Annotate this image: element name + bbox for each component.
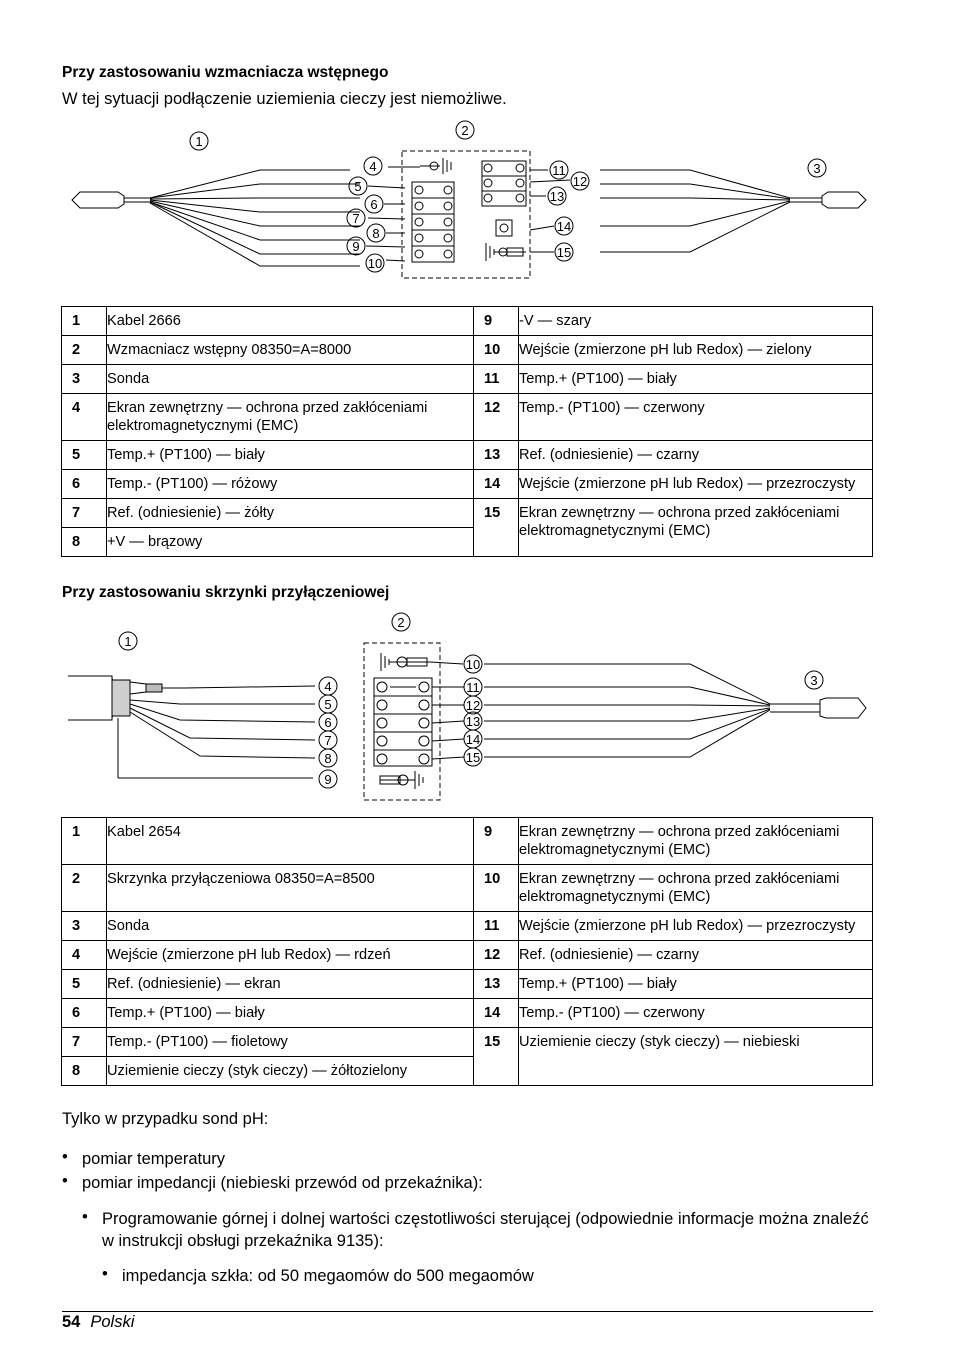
list-item-text: pomiar impedancji (niebieski przewód od przekaźnika): xyxy=(82,1174,483,1192)
callout-3: 3 xyxy=(810,673,818,688)
table-row xyxy=(62,999,873,1028)
section1-intro: W tej sytuacji podłączenie uziemienia cieczy jest niemożliwe. xyxy=(62,90,507,108)
bullet-icon: • xyxy=(82,1208,88,1226)
table-row xyxy=(62,307,873,336)
table-row xyxy=(62,470,873,499)
bullet-icon: • xyxy=(62,1148,68,1166)
legend-text: Ref. (odniesienie) — czarny xyxy=(519,941,873,970)
legend-text: Wejście (zmierzone pH lub Redox) — rdzeń xyxy=(107,941,474,970)
legend-number: 5 xyxy=(62,970,107,999)
preamplifier-wiring-diagram xyxy=(0,118,954,288)
legend-number: 6 xyxy=(62,470,107,499)
legend-number: 10 xyxy=(474,865,519,912)
callout-12: 12 xyxy=(465,698,481,713)
callout-14: 14 xyxy=(465,732,481,747)
callout-11: 11 xyxy=(552,163,566,178)
legend-text: Ref. (odniesienie) — czarny xyxy=(519,441,873,470)
callout-3: 3 xyxy=(813,161,821,176)
legend-text: Ekran zewnętrzny — ochrona przed zakłóceniami elektromagnetycznymi (EMC) xyxy=(519,865,873,912)
legend-number: 11 xyxy=(474,912,519,941)
legend-text: Skrzynka przyłączeniowa 08350=A=8500 xyxy=(107,865,474,912)
table-row xyxy=(62,865,873,912)
page-number: 54 xyxy=(62,1313,81,1331)
callout-12: 12 xyxy=(572,174,588,189)
table-row xyxy=(62,365,873,394)
callout-7: 7 xyxy=(324,733,332,748)
legend-number: 2 xyxy=(62,336,107,365)
callout-5: 5 xyxy=(324,697,332,712)
callout-1: 1 xyxy=(124,634,132,649)
legend-text: Ref. (odniesienie) — ekran xyxy=(107,970,474,999)
legend-number: 10 xyxy=(474,336,519,365)
callout-13: 13 xyxy=(465,714,481,729)
callout-6: 6 xyxy=(370,197,378,212)
table-row xyxy=(62,336,873,365)
legend-text: Ekran zewnętrzny — ochrona przed zakłóceniami elektromagnetycznymi (EMC) xyxy=(519,499,873,557)
legend-number: 3 xyxy=(62,365,107,394)
legend-number: 8 xyxy=(62,528,107,557)
legend-number: 15 xyxy=(474,1028,519,1086)
list-item-text: Programowanie górnej i dolnej wartości częstotliwości sterującej (odpowiednie informacje można znaleźć w instrukcji obsługi przekaźnika 9135): xyxy=(102,1210,869,1250)
table-row xyxy=(62,970,873,999)
bullet-icon: • xyxy=(102,1265,108,1283)
callout-2: 2 xyxy=(397,615,405,630)
legend-number: 3 xyxy=(62,912,107,941)
legend-text: Temp.+ (PT100) — biały xyxy=(107,441,474,470)
callout-9: 9 xyxy=(324,772,332,787)
legend-number: 4 xyxy=(62,941,107,970)
notes-lead: Tylko w przypadku sond pH: xyxy=(62,1110,269,1128)
legend-number: 8 xyxy=(62,1057,107,1086)
legend-text: Ekran zewnętrzny — ochrona przed zakłóceniami elektromagnetycznymi (EMC) xyxy=(519,818,873,865)
legend-text: Uziemienie cieczy (styk cieczy) — niebieski xyxy=(519,1028,873,1086)
callout-5: 5 xyxy=(354,179,362,194)
callout-15: 15 xyxy=(556,245,572,260)
legend-number: 7 xyxy=(62,499,107,528)
legend-number: 11 xyxy=(474,365,519,394)
list-item-text: impedancja szkła: od 50 megaomów do 500 megaomów xyxy=(122,1267,534,1285)
legend-text: Temp.- (PT100) — czerwony xyxy=(519,394,873,441)
callout-10: 10 xyxy=(465,657,481,672)
callout-2: 2 xyxy=(461,123,469,138)
bullet-icon: • xyxy=(62,1172,68,1190)
legend-text: +V — brązowy xyxy=(107,528,474,557)
legend-text: Uziemienie cieczy (styk cieczy) — żółtozielony xyxy=(107,1057,474,1086)
callout-14: 14 xyxy=(556,219,572,234)
legend-text: Sonda xyxy=(107,365,474,394)
legend-text: Wzmacniacz wstępny 08350=A=8000 xyxy=(107,336,474,365)
section2-legend-table xyxy=(61,817,873,1086)
legend-number: 12 xyxy=(474,941,519,970)
callout-4: 4 xyxy=(369,159,377,174)
page-footer xyxy=(62,1313,134,1332)
legend-number: 2 xyxy=(62,865,107,912)
callout-7: 7 xyxy=(352,211,360,226)
legend-number: 14 xyxy=(474,999,519,1028)
table-row xyxy=(62,499,873,528)
section1-heading: Przy zastosowaniu wzmacniacza wstępnego xyxy=(62,64,389,81)
legend-number: 13 xyxy=(474,970,519,999)
legend-text: Temp.+ (PT100) — biały xyxy=(519,970,873,999)
section1-legend-table xyxy=(61,306,873,557)
callout-15: 15 xyxy=(465,750,481,765)
legend-number: 7 xyxy=(62,1028,107,1057)
legend-number: 6 xyxy=(62,999,107,1028)
callout-8: 8 xyxy=(372,226,380,241)
legend-text: -V — szary xyxy=(519,307,873,336)
legend-text: Ekran zewnętrzny — ochrona przed zakłóceniami elektromagnetycznymi (EMC) xyxy=(107,394,474,441)
junction-box-wiring-diagram xyxy=(0,608,954,803)
callout-8: 8 xyxy=(324,751,332,766)
callout-6: 6 xyxy=(324,715,332,730)
callout-4: 4 xyxy=(324,679,332,694)
legend-number: 14 xyxy=(474,470,519,499)
legend-text: Temp.+ (PT100) — biały xyxy=(519,365,873,394)
legend-text: Sonda xyxy=(107,912,474,941)
legend-number: 9 xyxy=(474,307,519,336)
footer-language: Polski xyxy=(90,1313,135,1331)
table-row xyxy=(62,912,873,941)
legend-number: 1 xyxy=(62,307,107,336)
table-row xyxy=(62,394,873,441)
legend-number: 12 xyxy=(474,394,519,441)
table-row xyxy=(62,441,873,470)
legend-text: Temp.+ (PT100) — biały xyxy=(107,999,474,1028)
callout-9: 9 xyxy=(352,239,360,254)
legend-text: Wejście (zmierzone pH lub Redox) — przezroczysty xyxy=(519,912,873,941)
legend-text: Kabel 2666 xyxy=(107,307,474,336)
legend-number: 9 xyxy=(474,818,519,865)
legend-number: 5 xyxy=(62,441,107,470)
table-row xyxy=(62,941,873,970)
legend-text: Kabel 2654 xyxy=(107,818,474,865)
legend-text: Ref. (odniesienie) — żółty xyxy=(107,499,474,528)
legend-text: Temp.- (PT100) — fioletowy xyxy=(107,1028,474,1057)
callout-13: 13 xyxy=(549,189,565,204)
legend-text: Wejście (zmierzone pH lub Redox) — przezroczysty xyxy=(519,470,873,499)
legend-number: 1 xyxy=(62,818,107,865)
section2-heading: Przy zastosowaniu skrzynki przyłączeniowej xyxy=(62,584,390,601)
callout-1: 1 xyxy=(195,134,203,149)
callout-11: 11 xyxy=(466,680,480,695)
table-row xyxy=(62,818,873,865)
legend-text: Wejście (zmierzone pH lub Redox) — zielony xyxy=(519,336,873,365)
list-item-text: pomiar temperatury xyxy=(82,1150,226,1168)
table-row xyxy=(62,1028,873,1057)
callout-10: 10 xyxy=(367,256,383,271)
legend-text: Temp.- (PT100) — różowy xyxy=(107,470,474,499)
legend-number: 4 xyxy=(62,394,107,441)
legend-number: 15 xyxy=(474,499,519,557)
legend-number: 13 xyxy=(474,441,519,470)
legend-text: Temp.- (PT100) — czerwony xyxy=(519,999,873,1028)
footer-divider xyxy=(62,1311,873,1312)
